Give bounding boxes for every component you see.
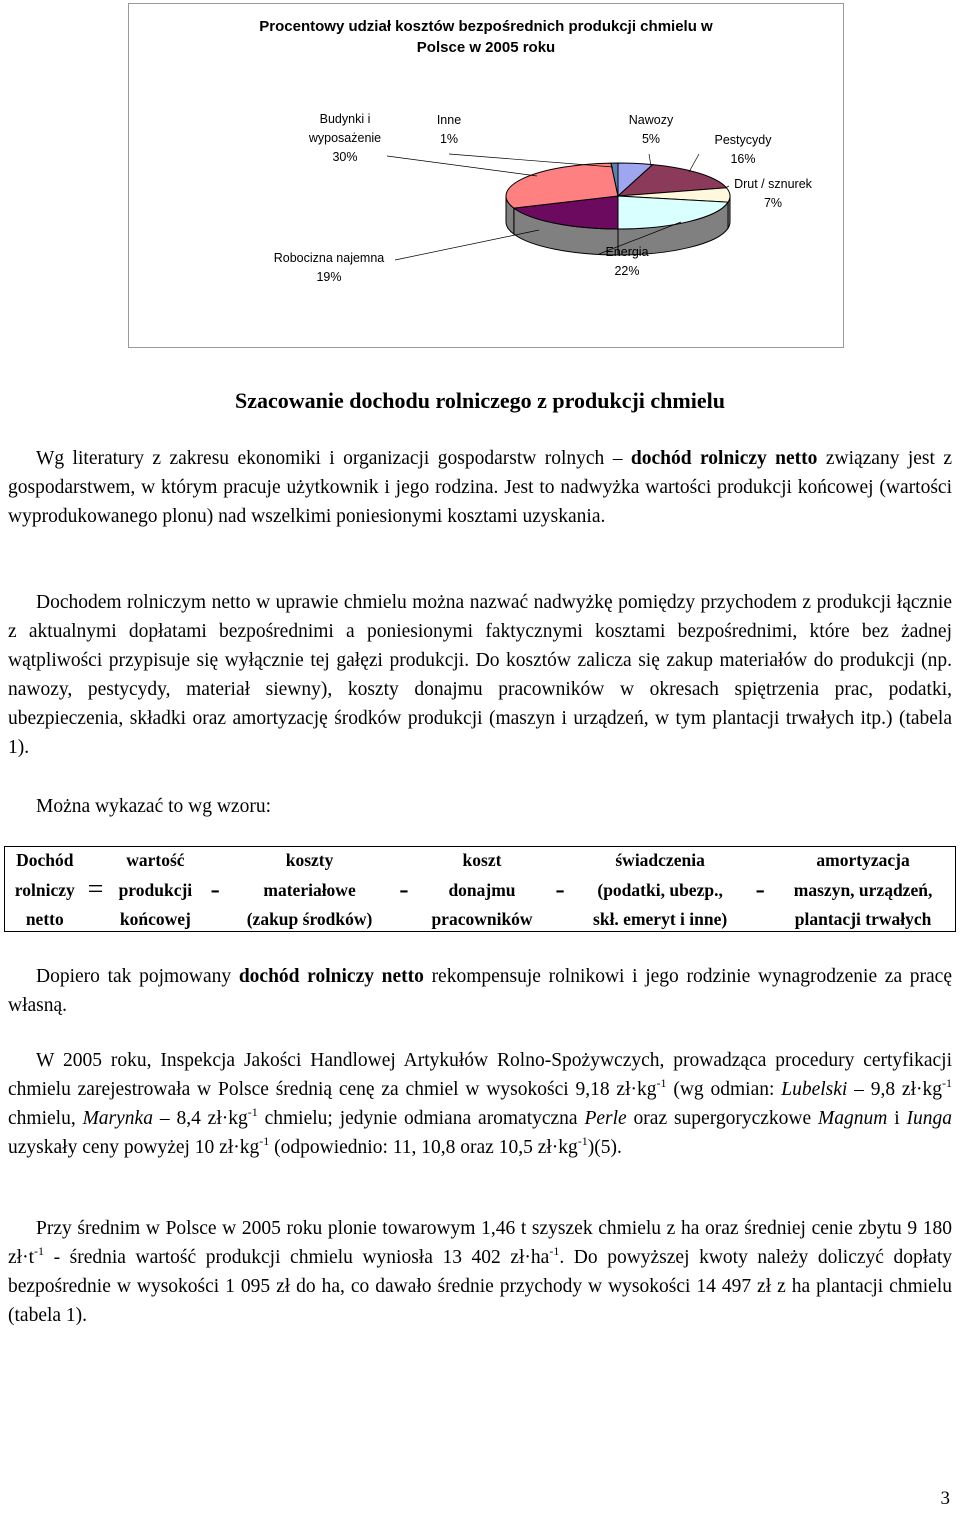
formula-cell: wartość: [126, 850, 185, 870]
formula-cell: skł. emeryt i inne): [593, 909, 728, 929]
paragraph-compensation: [8, 962, 952, 1020]
p4-bold-term: dochód rolniczy netto: [238, 966, 424, 987]
formula-cell: maszyn, urządzeń,: [793, 879, 933, 900]
pie-label-3: Energia 22%: [605, 245, 649, 278]
superscript: -1: [656, 1076, 667, 1090]
formula-equals: =: [87, 874, 104, 905]
p2-text: Dochodem rolniczym netto w uprawie chmielu można nazwać nadwyżkę pomiędzy przychodem z produkcji łącznie z aktualnymi dopłatami bezpośrednimi a poniesionymi faktycznymi kosztami bezpośrednimi, które bez żadnej wątpliwości przypisuje się wyłącznie tej gałęzi produkcji. Do kosztów zalicza się zakup materiałów do produkcji (np. nawozy, pestycydy, materiał siewny), koszty donajmu pracowników w okresach spiętrzenia prac, podatki, ubezpieczenia, składki oraz amortyzację środków produkcji (maszyn i urządzeń, w tym plantacji trwałych itp.) (tabela 1).: [8, 592, 952, 758]
section-heading: Szacowanie dochodu rolniczego z produkcji chmielu: [235, 388, 725, 413]
superscript: -1: [33, 1244, 44, 1258]
pie-chart: [129, 4, 843, 347]
paragraph-revenue: [8, 1214, 952, 1330]
superscript: -1: [577, 1134, 588, 1148]
p6-text: - średnia wartość produkcji chmielu wyniosła 13 402 zł·ha: [43, 1247, 550, 1268]
superscript: -1: [259, 1134, 270, 1148]
formula-cell: koszt: [462, 850, 502, 870]
p5-text: )(5).: [587, 1137, 622, 1158]
formula-cell: rolniczy: [14, 879, 75, 900]
formula-table: [5, 847, 955, 933]
variety-name: Perle: [584, 1108, 627, 1129]
leader-line-1: [689, 154, 699, 172]
formula-minus: -: [755, 874, 765, 905]
p1-text-a: Wg literatury z zakresu ekonomiki i organizacji gospodarstw rolnych –: [36, 448, 623, 469]
p6-text: Przy średnim w Polsce w 2005 roku plonie towarowym 1,46 t szyszek chmielu z ha oraz średniej cenie zbytu 9 180 zł·t: [8, 1218, 952, 1268]
formula-row-1: [5, 847, 955, 874]
paragraph-formula-intro: [8, 792, 952, 821]
p5-text: – 9,8 zł·kg: [847, 1079, 943, 1100]
p5-text: uzyskały ceny powyżej 10 zł·kg: [8, 1137, 260, 1158]
p3-text: Można wykazać to wg wzoru:: [36, 796, 271, 817]
formula-cell: końcowej: [119, 909, 191, 929]
leader-line-6: [449, 154, 613, 167]
pie-label-0: Nawozy 5%: [628, 113, 674, 146]
p5-text: chmielu; jedynie odmiana aromatyczna: [257, 1108, 585, 1129]
formula-minus: -: [399, 874, 409, 905]
variety-name: Lubelski: [781, 1079, 848, 1100]
pie-label-1: Pestycydy 16%: [714, 133, 772, 166]
p4-text-a: Dopiero tak pojmowany: [36, 966, 232, 987]
p6-text: . Do powyższej kwoty należy doliczyć dopłaty bezpośrednie w wysokości 1 095 zł do ha, co dawało średnie przychody w wysokości 14 497 zł z ha plantacji chmielu (tabela 1).: [8, 1247, 952, 1326]
p5-text: chmielu,: [8, 1108, 83, 1129]
superscript: -1: [549, 1244, 560, 1258]
superscript: -1: [247, 1105, 258, 1119]
variety-name: Magnum: [818, 1108, 888, 1129]
pie-label-4: Robocizna najemna 19%: [273, 251, 385, 284]
pie-label-5: Budynki i wyposażenie 30%: [308, 112, 382, 164]
formula-cell: Dochód: [16, 850, 74, 870]
formula-cell: donajmu: [448, 879, 516, 900]
paragraph-net-income: [8, 588, 952, 762]
formula-cell: (zakup środków): [246, 909, 373, 929]
p5-text: (wg odmian:: [666, 1079, 782, 1100]
formula-row-3: [5, 906, 955, 933]
paragraph-prices: [8, 1046, 952, 1162]
page-number: 3: [940, 1488, 950, 1509]
formula-cell: produkcji: [118, 879, 193, 900]
formula-minus: -: [210, 874, 220, 905]
pie-label-2: Drut / sznurek 7%: [734, 177, 812, 210]
p5-text: oraz supergoryczkowe: [626, 1108, 819, 1129]
p1-text-c: związany jest z gospodarstwem, w którym pracuje użytkownik i jego rodzina. Jest to nadwyżka wartości produkcji końcowej (wartości wyprodukowanego plonu) nad wszelkimi poniesionymi kosztami uzyskania.: [8, 448, 952, 527]
formula-cell: plantacji trwałych: [794, 909, 932, 929]
paragraph-definition: [8, 444, 952, 531]
pie-tops: [506, 163, 730, 229]
leader-line-4: [395, 230, 539, 260]
formula-cell: netto: [25, 909, 64, 929]
chart-title-line1: Procentowy udział kosztów bezpośrednich produkcji chmielu w: [259, 18, 713, 35]
formula-cell: pracowników: [431, 909, 533, 929]
p4-text-c: rekompensuje rolnikowi i jego rodzinie wynagrodzenie za pracę własną.: [8, 966, 952, 1016]
variety-name: Marynka: [82, 1108, 153, 1129]
formula-cell: materiałowe: [263, 879, 356, 900]
formula-box: [4, 846, 956, 932]
superscript: -1: [942, 1076, 953, 1090]
pie-label-6: Inne 1%: [436, 113, 462, 146]
p5-text: W 2005 roku, Inspekcja Jakości Handlowej Artykułów Rolno-Spożywczych, prowadząca procedury certyfikacji chmielu zarejestrowała w Polsce średnią cenę za chmiel w wysokości 9,18 zł·kg: [8, 1050, 952, 1100]
p5-text: (odpowiednio: 11, 10,8 oraz 10,5 zł·kg: [269, 1137, 578, 1158]
formula-cell: (podatki, ubezp.,: [597, 879, 723, 900]
formula-minus: -: [555, 874, 565, 905]
formula-cell: świadczenia: [615, 850, 705, 870]
formula-cell: amortyzacja: [816, 850, 910, 870]
chart-title-line2: Polsce w 2005 roku: [416, 39, 556, 56]
pie-chart-box: [128, 3, 844, 348]
p1-bold-term: dochód rolniczy netto: [630, 448, 818, 469]
formula-cell: koszty: [285, 850, 334, 870]
formula-row-2: [5, 874, 955, 906]
p5-text: i: [887, 1108, 907, 1129]
p5-text: – 8,4 zł·kg: [152, 1108, 248, 1129]
variety-name: Iunga: [906, 1108, 952, 1129]
